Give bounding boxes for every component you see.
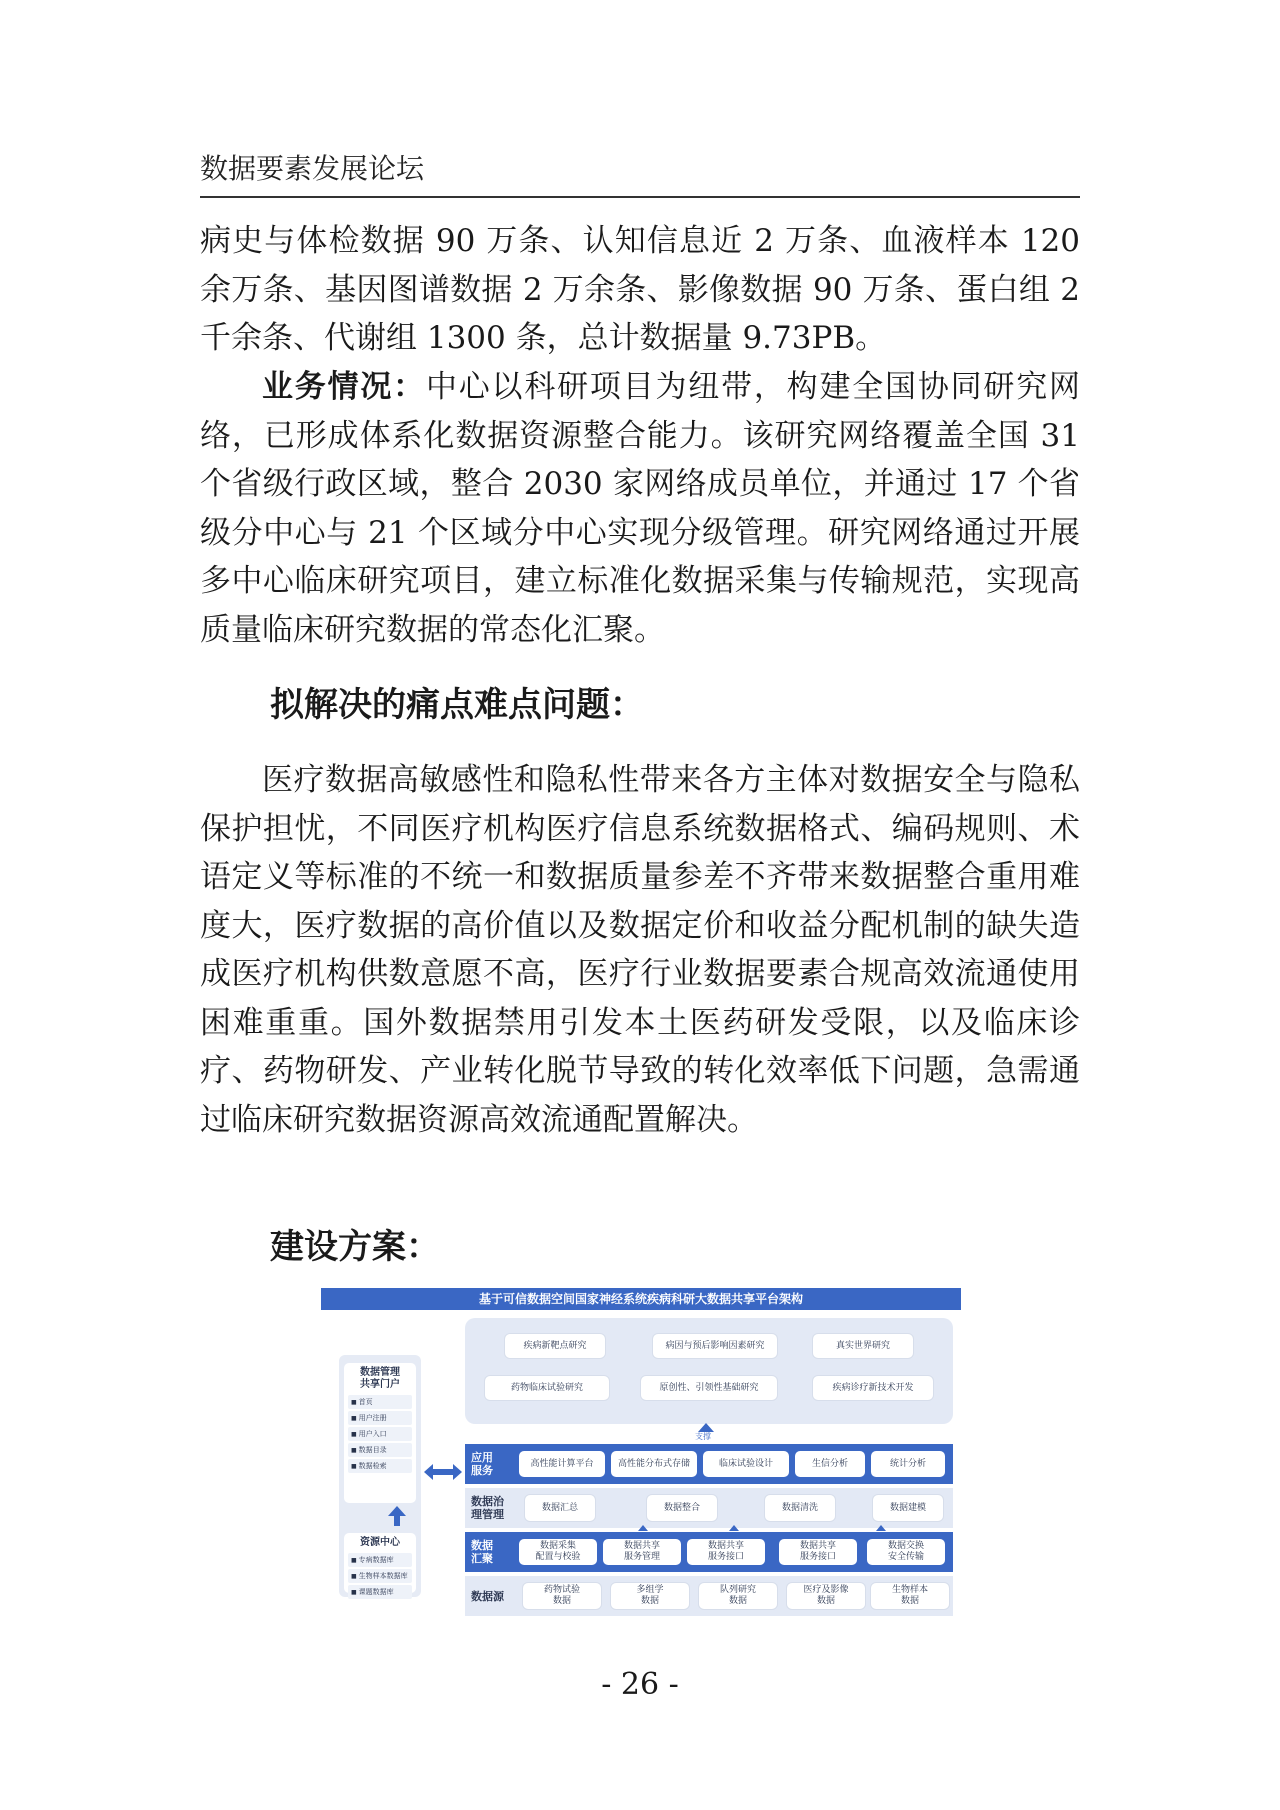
- layer-chip: 数据建模: [873, 1495, 943, 1521]
- heading-pain-points: 拟解决的痛点难点问题：: [270, 685, 644, 725]
- layer-governance: [465, 1488, 953, 1528]
- support-label: 支撑: [695, 1432, 711, 1441]
- layer-label: 数据 汇聚: [471, 1539, 493, 1565]
- business-lead: 业务情况：: [262, 369, 426, 405]
- layer-chip: 数据清洗: [765, 1495, 835, 1521]
- resource-title: 资源中心: [360, 1537, 400, 1548]
- layer-label: 应用 服务: [471, 1451, 493, 1477]
- layer-chip: 多组学 数据: [611, 1583, 689, 1609]
- resource-item: ■ 课题数据库: [348, 1585, 412, 1599]
- research-chip: 真实世界研究: [813, 1334, 913, 1358]
- layer-chip: 数据共享 服务管理: [603, 1539, 681, 1565]
- portal-panel: [339, 1355, 421, 1597]
- layer-aggregation: [465, 1532, 953, 1572]
- layer-data-source: [465, 1576, 953, 1616]
- layer-label: 数据治 理管理: [471, 1495, 504, 1521]
- layer-chip: 医疗及影像 数据: [787, 1583, 865, 1609]
- architecture-figure: [321, 1288, 961, 1632]
- layer-chip: 数据共享 服务接口: [687, 1539, 765, 1565]
- research-chip: 疾病新靶点研究: [505, 1334, 605, 1358]
- arrow-shaft: [394, 1516, 400, 1526]
- portal-item: ■ 数据检索: [348, 1459, 412, 1473]
- research-panel: [465, 1318, 953, 1424]
- paragraph-business: [200, 363, 1080, 654]
- portal-item: ■ 数据目录: [348, 1443, 412, 1457]
- paragraph-data-volume: 病史与体检数据 90 万条、认知信息近 2 万条、血液样本 120 余万条、基因图谱数据 2 万余条、影像数据 90 万条、蛋白组 2 千余条、代谢组 1300 条，总计数据量 9.73PB。: [200, 223, 1080, 356]
- layer-chip: 高性能计算平台: [519, 1451, 605, 1477]
- arrow-up-icon: [388, 1506, 406, 1516]
- page-number: - 26 -: [601, 1667, 679, 1702]
- figure-title: 基于可信数据空间国家神经系统疾病科研大数据共享平台架构: [321, 1288, 961, 1310]
- resource-box: [344, 1533, 416, 1596]
- layer-chip: 高性能分布式存储: [611, 1451, 697, 1477]
- resource-item: ■ 生物样本数据库: [348, 1569, 412, 1583]
- research-chip: 病因与预后影响因素研究: [653, 1334, 777, 1358]
- layer-chip: 药物试验 数据: [523, 1583, 601, 1609]
- layer-chip: 统计分析: [871, 1451, 945, 1477]
- research-chip: 疾病诊疗新技术开发: [813, 1376, 933, 1400]
- paragraph-pain-points: 医疗数据高敏感性和隐私性带来各方主体对数据安全与隐私保护担忧，不同医疗机构医疗信息系统数据格式、编码规则、术语定义等标准的不统一和数据质量参差不齐带来数据整合重用难度大，医疗数据的高价值以及数据定价和收益分配机制的缺失造成医疗机构供数意愿不高，医疗行业数据要素合规高效流通使用困难重重。国外数据禁用引发本土医药研发受限，以及临床诊疗、药物研发、产业转化脱节导致的转化效率低下问题，急需通过临床研究数据资源高效流通配置解决。: [200, 762, 1080, 1138]
- layer-app-services: [465, 1444, 953, 1484]
- portal-item: ■ 首页: [348, 1395, 412, 1409]
- layer-chip: 生物样本 数据: [871, 1583, 949, 1609]
- running-header: 数据要素发展论坛: [200, 148, 1080, 198]
- resource-item: ■ 专病数据库: [348, 1553, 412, 1567]
- arrow-up-icon: [876, 1525, 886, 1531]
- research-chip: 原创性、引领性基础研究: [641, 1376, 777, 1400]
- research-chip: 药物临床试验研究: [485, 1376, 609, 1400]
- portal-item: ■ 用户入口: [348, 1427, 412, 1441]
- layer-chip: 数据汇总: [525, 1495, 595, 1521]
- layer-chip: 临床试验设计: [703, 1451, 789, 1477]
- portal-title: 数据管理 共享门户: [360, 1367, 400, 1390]
- arrow-up-icon: [729, 1525, 739, 1531]
- layer-chip: 数据共享 服务接口: [779, 1539, 857, 1565]
- layer-chip: 数据交换 安全传输: [867, 1539, 945, 1565]
- layer-chip: 数据整合: [647, 1495, 717, 1521]
- double-arrow-icon: [424, 1464, 462, 1480]
- business-body: 中心以科研项目为纽带，构建全国协同研究网络，已形成体系化数据资源整合能力。该研究网络覆盖全国 31 个省级行政区域，整合 2030 家网络成员单位，并通过 17 个省级分中心与 21 个区域分中心实现分级管理。研究网络通过开展多中心临床研究项目，建立标准化数据采集与传输规范，实现高质量临床研究数据的常态化汇聚。: [200, 369, 1081, 648]
- layer-chip: 生信分析: [795, 1451, 865, 1477]
- portal-item: ■ 用户注册: [348, 1411, 412, 1425]
- heading-plan: 建设方案：: [270, 1227, 440, 1267]
- layer-chip: 数据采集 配置与校验: [519, 1539, 597, 1565]
- layer-label: 数据源: [471, 1589, 504, 1603]
- layer-chip: 队列研究 数据: [699, 1583, 777, 1609]
- arrow-up-icon: [638, 1525, 648, 1531]
- portal-box: [344, 1363, 416, 1503]
